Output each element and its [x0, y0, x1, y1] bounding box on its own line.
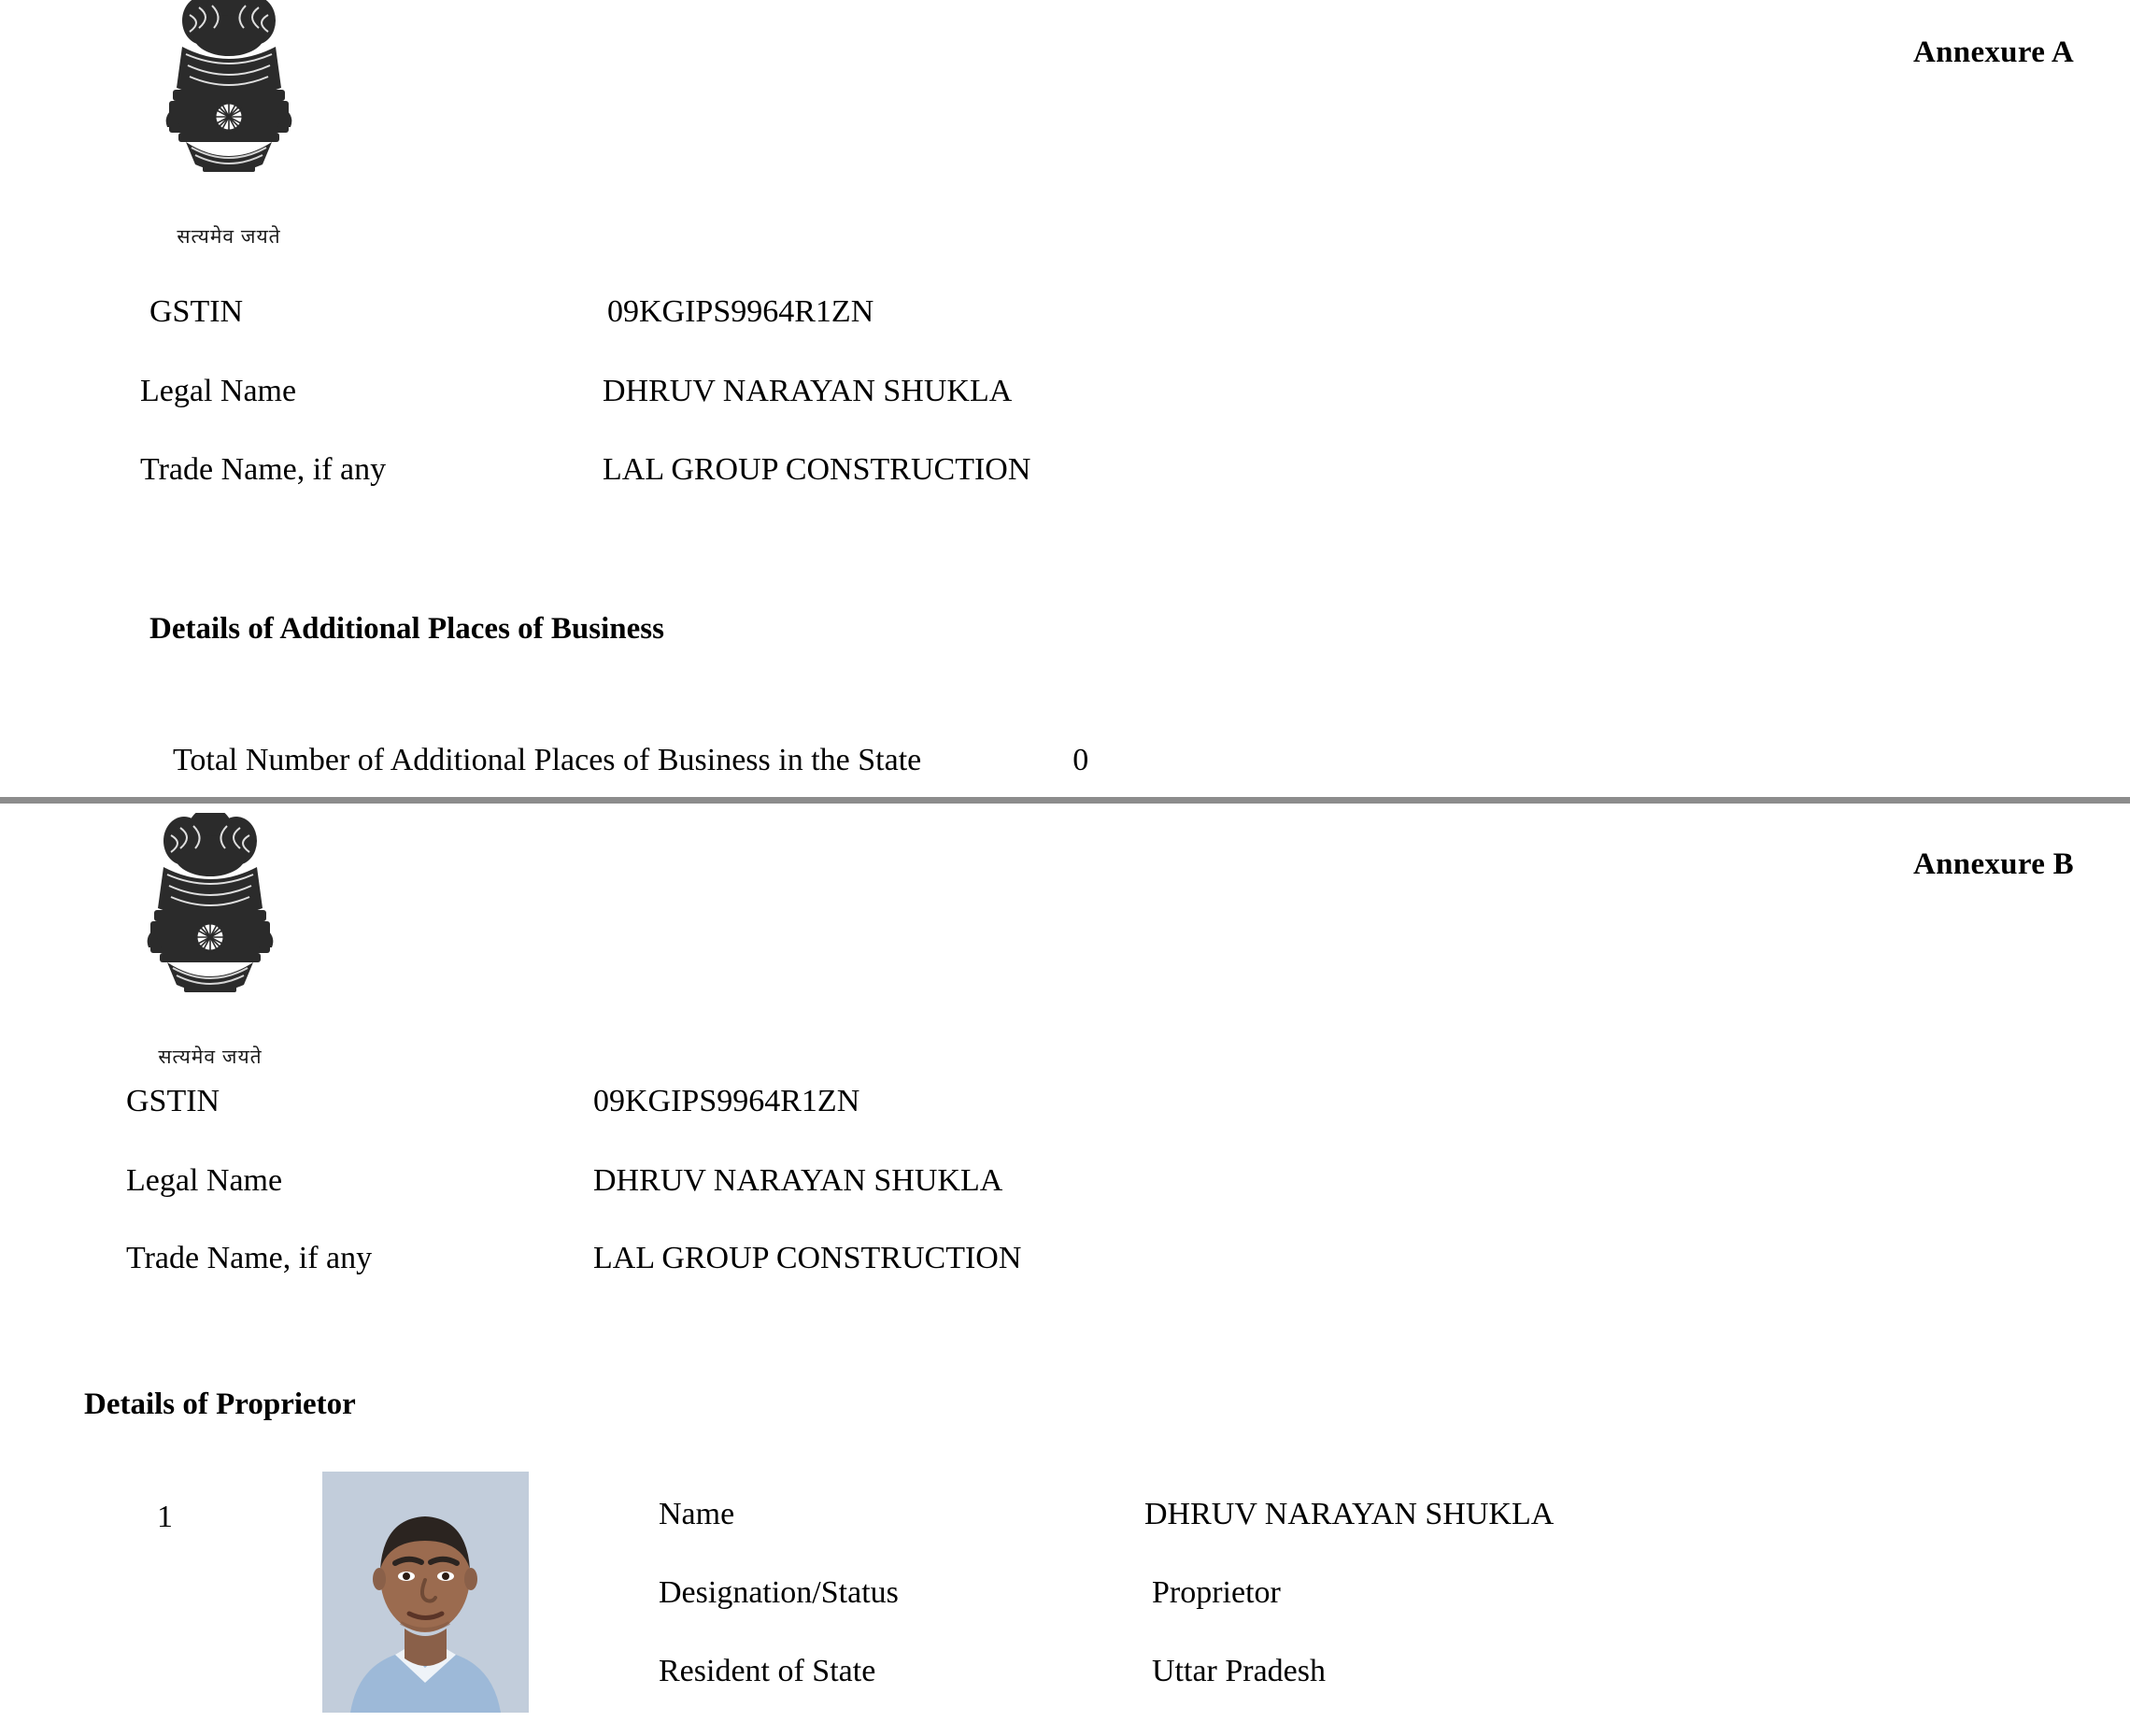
- national-emblem-b: [121, 813, 299, 1070]
- field-legal-name-b-key: Legal Name: [126, 1163, 283, 1198]
- proprietor-state-row: [659, 1654, 1326, 1689]
- national-emblem-a: [140, 0, 318, 249]
- proprietor-index: 1: [157, 1500, 173, 1534]
- field-legal-name-a-key: Legal Name: [140, 374, 297, 408]
- field-gstin-b-key: GSTIN: [126, 1084, 220, 1118]
- field-gstin-b: [126, 1084, 859, 1119]
- field-trade-name-b: [126, 1241, 1021, 1276]
- proprietor-name-value: DHRUV NARAYAN SHUKLA: [1144, 1497, 1555, 1531]
- proprietor-photo: [322, 1472, 529, 1713]
- field-legal-name-a-value: DHRUV NARAYAN SHUKLA: [603, 374, 1013, 408]
- proprietor-name-row: [659, 1497, 1554, 1532]
- total-additional-places-row: [173, 743, 1088, 778]
- field-legal-name-b: [126, 1163, 1002, 1199]
- proprietor-photo-image: [322, 1472, 529, 1713]
- field-gstin-b-value: 09KGIPS9964R1ZN: [593, 1084, 860, 1118]
- section-title-proprietor: Details of Proprietor: [84, 1387, 356, 1421]
- field-trade-name-a: [140, 452, 1030, 488]
- field-trade-name-a-key: Trade Name, if any: [140, 452, 387, 487]
- ashoka-emblem-icon: [135, 813, 285, 1042]
- field-gstin-a-value: 09KGIPS9964R1ZN: [607, 294, 874, 329]
- field-trade-name-a-value: LAL GROUP CONSTRUCTION: [603, 452, 1031, 487]
- field-gstin-a: [149, 294, 873, 330]
- proprietor-designation-key: Designation/Status: [659, 1575, 899, 1610]
- proprietor-state-value: Uttar Pradesh: [1152, 1654, 1327, 1688]
- proprietor-designation-value: Proprietor: [1152, 1575, 1281, 1610]
- field-trade-name-b-key: Trade Name, if any: [126, 1241, 373, 1275]
- field-legal-name-a: [140, 374, 1012, 409]
- annexure-b-page: [0, 804, 2130, 1736]
- total-additional-places-label: Total Number of Additional Places of Business in the State: [173, 743, 922, 777]
- annexure-a-page: [0, 0, 2130, 797]
- page-divider: [0, 797, 2130, 804]
- annexure-b-label: Annexure B: [1913, 847, 2074, 881]
- ashoka-emblem-icon: [154, 0, 304, 221]
- field-legal-name-b-value: DHRUV NARAYAN SHUKLA: [593, 1163, 1003, 1198]
- proprietor-designation-row: [659, 1575, 1281, 1611]
- annexure-a-label: Annexure A: [1913, 36, 2074, 69]
- total-additional-places-value: 0: [1072, 743, 1089, 777]
- field-trade-name-b-value: LAL GROUP CONSTRUCTION: [593, 1241, 1022, 1275]
- emblem-motto-b: सत्यमेव जयते: [158, 1046, 263, 1068]
- proprietor-name-key: Name: [659, 1497, 735, 1531]
- section-title-additional-places: Details of Additional Places of Business: [149, 612, 664, 646]
- emblem-motto-a: सत्यमेव जयते: [177, 226, 281, 248]
- proprietor-state-key: Resident of State: [659, 1654, 876, 1688]
- field-gstin-a-key: GSTIN: [149, 294, 244, 329]
